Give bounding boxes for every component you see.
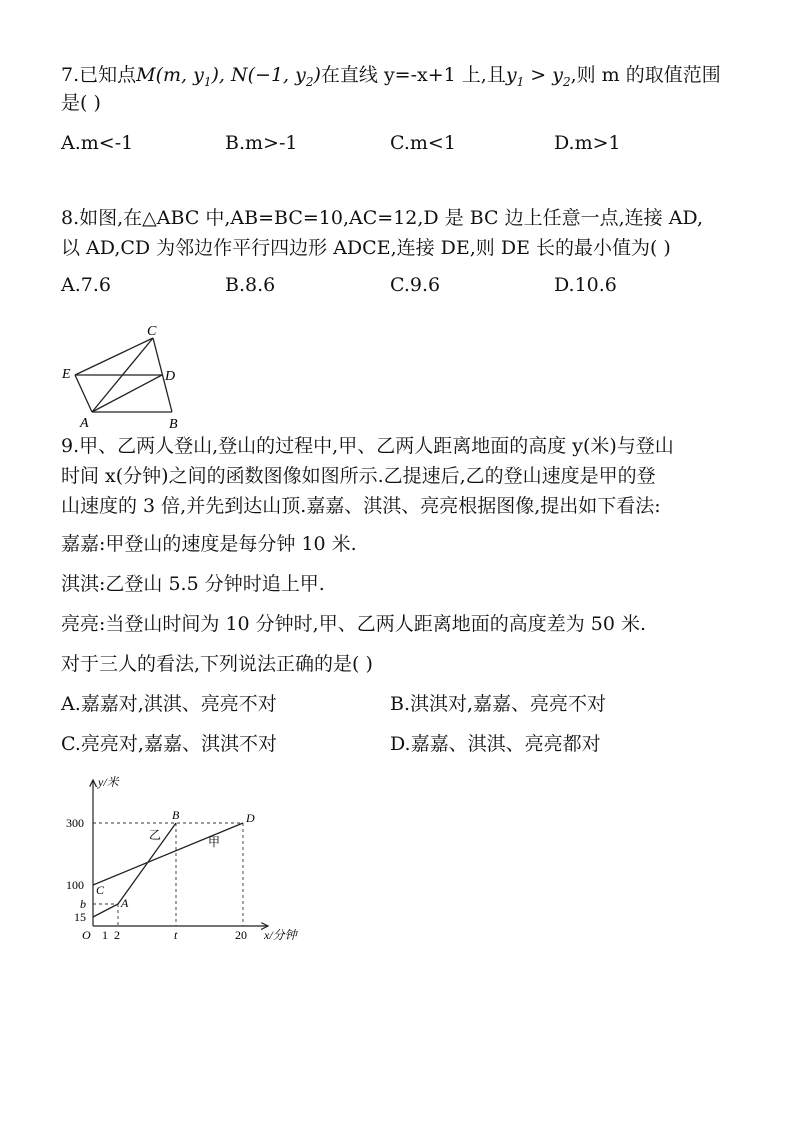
q7-line1: 7.已知点M(m, $y_1$), N(−1, $y_2$)在直线 y=-x+1 上,且$y_1 > y_2$,则 m 的取值范围	[61, 64, 721, 89]
q9-function-graph	[58, 770, 318, 945]
segment-AD	[92, 375, 162, 412]
y-axis-label: y/米	[98, 775, 119, 789]
q9-option-c: C.亮亮对,嘉嘉、淇淇不对	[61, 733, 277, 755]
y-tick-b: b	[80, 897, 86, 911]
q7-option-d: D.m>1	[554, 132, 621, 154]
y-tick-300: 300	[66, 816, 84, 830]
q9-view-liangliang: 亮亮:当登山时间为 10 分钟时,甲、乙两人距离地面的高度差为 50 米.	[61, 613, 646, 635]
q8-option-b: B.8.6	[225, 274, 276, 296]
x-tick-20: 20	[235, 928, 247, 942]
point-D: D	[246, 811, 255, 825]
q8-option-c: C.9.6	[390, 274, 441, 296]
origin-label: O	[82, 928, 91, 942]
point-M: M(m, $y_1$),	[136, 64, 231, 89]
point-N: N(−1, $y_2$)	[230, 64, 321, 89]
q7-line2: 是( )	[61, 92, 101, 114]
q7-option-b: B.m>-1	[225, 132, 298, 154]
label-E: E	[62, 367, 71, 382]
label-A: A	[80, 416, 89, 431]
segment-EA	[75, 375, 92, 412]
y-tick-100: 100	[66, 878, 84, 892]
line-jia	[93, 823, 243, 885]
line-yi	[93, 823, 176, 917]
label-B: B	[169, 417, 178, 432]
label-jia: 甲	[208, 835, 221, 849]
point-C: C	[96, 883, 105, 897]
q8-option-d: D.10.6	[554, 274, 617, 296]
label-D: D	[165, 369, 176, 384]
q7-option-c: C.m<1	[390, 132, 456, 154]
x-tick-2: 2	[114, 928, 120, 942]
q9-line3: 山速度的 3 倍,并先到达山顶.嘉嘉、淇淇、亮亮根据图像,提出如下看法:	[61, 495, 661, 517]
q9-view-jiajia: 嘉嘉:甲登山的速度是每分钟 10 米.	[61, 533, 357, 555]
q9-option-d: D.嘉嘉、淇淇、亮亮都对	[390, 733, 601, 755]
q8-line1: 8.如图,在△ABC 中,AB=BC=10,AC=12,D 是 BC 边上任意一点,连接 AD,	[61, 207, 704, 229]
q9-question: 对于三人的看法,下列说法正确的是( )	[61, 653, 373, 675]
q9-view-qiqi: 淇淇:乙登山 5.5 分钟时追上甲.	[61, 573, 325, 595]
x-tick-t: t	[174, 928, 178, 942]
q9-option-a: A.嘉嘉对,淇淇、亮亮不对	[61, 693, 277, 715]
q8-figure-parallelogram	[60, 320, 200, 432]
q9-option-b: B.淇淇对,嘉嘉、亮亮不对	[390, 693, 607, 715]
point-A: A	[121, 896, 129, 910]
point-B: B	[172, 808, 180, 822]
segment-EC	[75, 338, 153, 375]
q7-option-a: A.m<-1	[61, 132, 134, 154]
q8-line2: 以 AD,CD 为邻边作平行四边形 ADCE,连接 DE,则 DE 长的最小值为( )	[61, 237, 671, 259]
y-tick-15: 15	[74, 910, 86, 924]
x-tick-1: 1	[102, 928, 108, 942]
q9-line1: 9.甲、乙两人登山,登山的过程中,甲、乙两人距离地面的高度 y(米)与登山	[61, 435, 674, 457]
label-yi: 乙	[149, 828, 162, 842]
inequality: $y_1 > y_2$	[505, 64, 571, 89]
x-axis-label: x/分钟	[264, 928, 297, 942]
label-C: C	[147, 324, 157, 339]
q8-option-a: A.7.6	[61, 274, 111, 296]
q9-line2: 时间 x(分钟)之间的函数图像如图所示.乙提速后,乙的登山速度是甲的登	[61, 465, 656, 487]
